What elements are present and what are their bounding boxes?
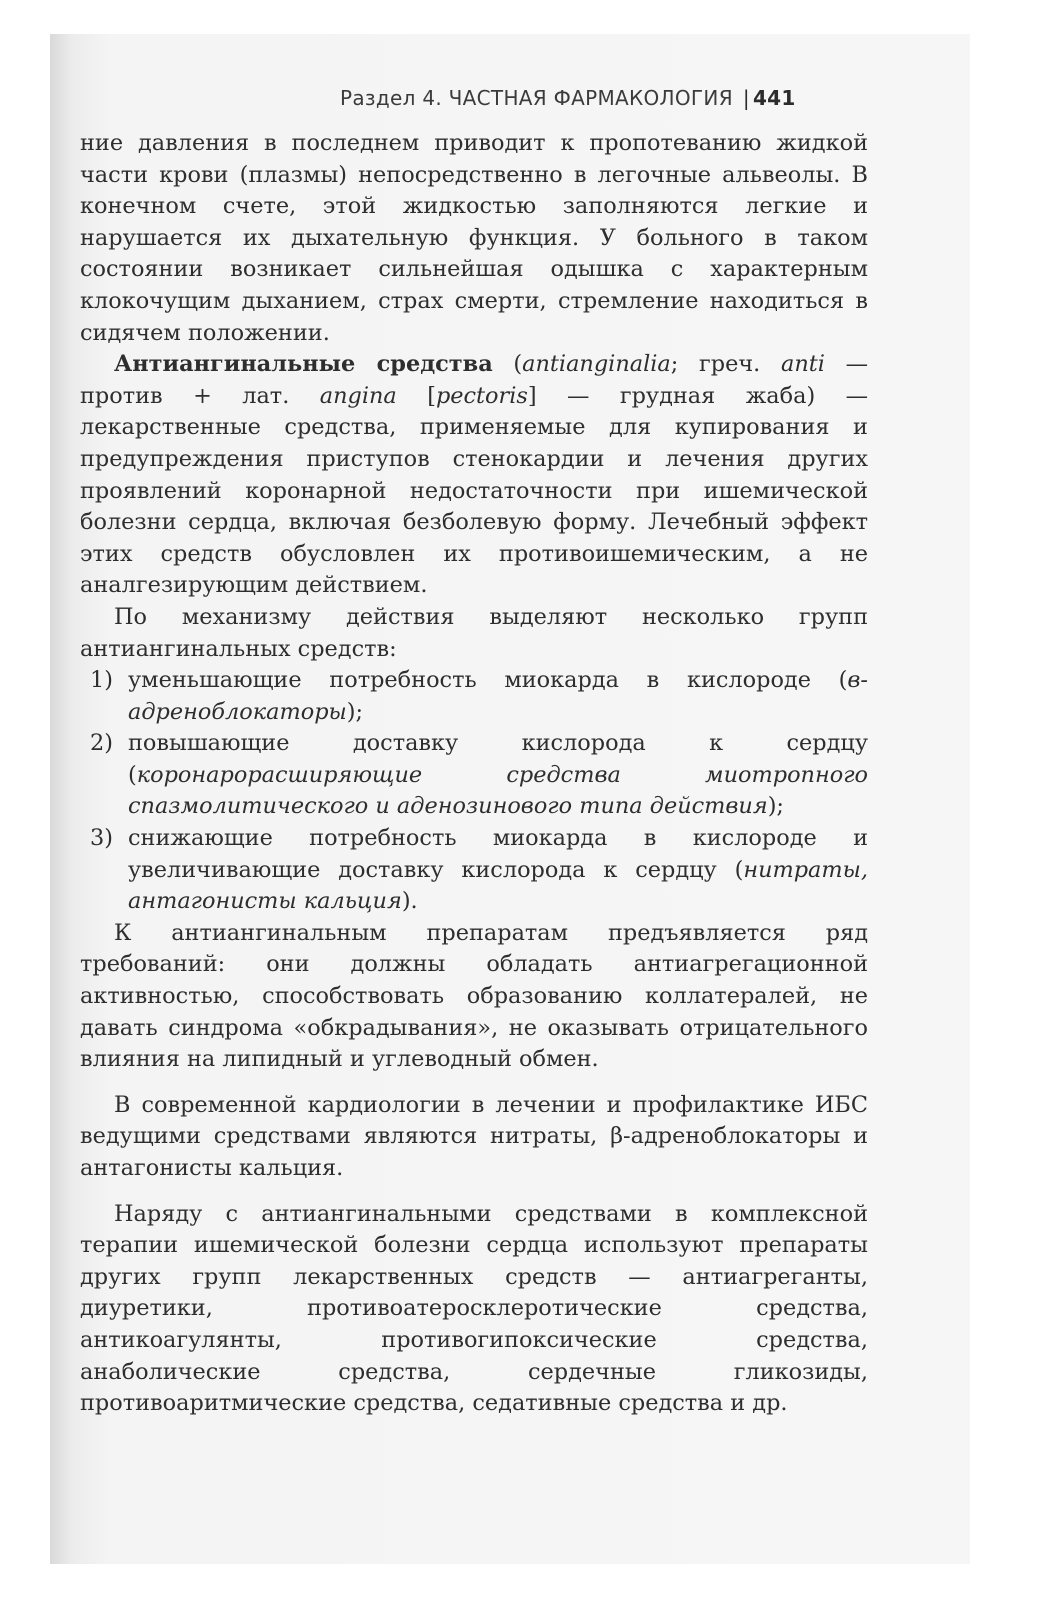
list-number: 2) — [90, 730, 113, 757]
list-item: 1) уменьшающие потребность миокарда в кислороде (в-адреноблокаторы); — [90, 667, 868, 725]
list-number: 1) — [90, 667, 113, 694]
list-item: 3) снижающие потребность миокарда в кислороде и увеличивающие доставку кислорода к сердцу (нитраты, антагонисты кальция). — [90, 825, 868, 915]
paragraph-requirements: К антиангинальным препаратам предъявляется ряд требований: они должны обладать антиагрегационной активностью, способствовать образованию коллатералей, не давать синдрома «обкрадывания», не оказывать отрицательного влияния на липидный и углеводный обмен. — [80, 919, 868, 1073]
greek-term: anti — [780, 351, 825, 378]
latin-term-angina: angina — [319, 382, 397, 409]
latin-term-pectoris: pectoris — [435, 382, 528, 409]
running-header — [340, 86, 870, 116]
paragraph-groups-intro: По механизму действия выделяют несколько групп антиангинальных средств: — [80, 603, 868, 662]
list-item: 2) повышающие доставку кислорода к сердцу (коронарорасширяющие средства миотропного спазмолитического и аденозинового типа действия); — [90, 730, 868, 820]
paragraph-continuation: ние давления в последнем приводит к пропотеванию жидкой части крови (плазмы) непосредственно в легочные альвеолы. В конечном счете, этой жидкостью заполняются легкие и нарушается их дыхательную функция. У больного в таком состоянии возникает сильнейшая одышка с характерным клокочущим дыханием, страх смерти, стремление находиться в сидячем положении. — [80, 130, 868, 346]
paragraph-definition: Антиангинальные средства (antianginalia; греч. anti — против + лат. angina [pectoris] — грудная жаба) — лекарственные средства, применяемые для купирования и предупреждения приступов стенокардии и лечения других проявлений коронарной недостаточности при ишемической болезни сердца, включая безболевую форму. Лечебный эффект этих средств обусловлен их противоишемическим, а не аналгезирующим действием. — [80, 351, 869, 599]
paragraph-modern-cardiology: В современной кардиологии в лечении и профилактике ИБС ведущими средствами являются нитраты, β-адреноблокаторы и антагонисты кальция. — [80, 1091, 868, 1181]
list-italic: в-адреноблокаторы — [128, 667, 868, 725]
list-number: 3) — [90, 825, 113, 852]
page-number: 441 — [752, 86, 796, 110]
list-italic: коронарорасширяющие средства миотропного спазмолитического и аденозинового типа действия — [128, 761, 868, 820]
list-italic: нитраты, антагонисты кальция — [128, 856, 868, 915]
latin-term: antianginalia — [522, 351, 671, 378]
page-body — [80, 128, 868, 1420]
defined-term: Антиангинальные средства — [114, 351, 493, 378]
paragraph-gap — [80, 1185, 868, 1199]
drug-group-list — [80, 665, 868, 918]
header-separator: | — [742, 86, 750, 110]
section-title: Раздел 4. ЧАСТНАЯ ФАРМАКОЛОГИЯ — [340, 86, 733, 110]
paragraph-complex-therapy: Наряду с антиангинальными средствами в комплексной терапии ишемической болезни сердца используют препараты других групп лекарственных средств — антиагреганты, диуретики, противоатеросклеротические средства, антикоагулянты, противогипоксические средства, анаболические средства, сердечные гликозиды, противоаритмические средства, седативные средства и др. — [80, 1200, 868, 1417]
paragraph-gap — [80, 1076, 868, 1090]
